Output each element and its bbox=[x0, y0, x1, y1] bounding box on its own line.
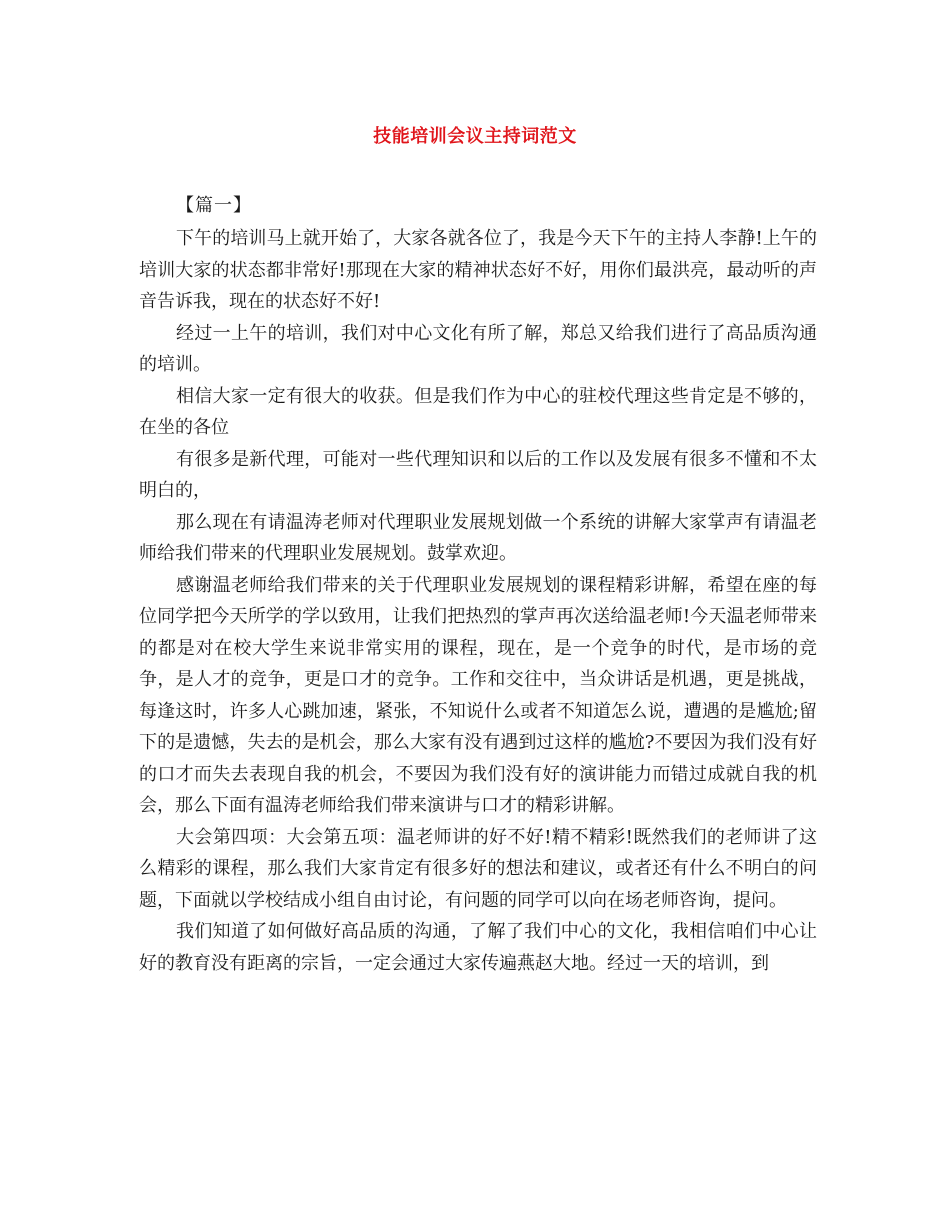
section-label: 【篇一】 bbox=[176, 195, 252, 216]
paragraph: 有很多是新代理，可能对一些代理知识和以后的工作以及发展有很多不懂和不太明白的， bbox=[139, 448, 817, 501]
document-title: 技能培训会议主持词范文 bbox=[373, 126, 577, 147]
paragraph: 下午的培训马上就开始了，大家各就各位了，我是今天下午的主持人李静!上午的培训大家的状态都非常好!那现在大家的精神状态好不好，用你们最洪亮，最动听的声音告诉我，现在的状态好不好! bbox=[139, 228, 817, 312]
paragraph: 那么现在有请温涛老师对代理职业发展规划做一个系统的讲解大家掌声有请温老师给我们带来的代理职业发展规划。鼓掌欢迎。 bbox=[139, 511, 817, 564]
paragraph: 大会第四项：大会第五项：温老师讲的好不好!精不精彩!既然我们的老师讲了这么精彩的课程，那么我们大家肯定有很多好的想法和建议，或者还有什么不明白的问题，下面就以学校结成小组自由讨论，有问题的同学可以向在场老师咨询，提问。 bbox=[139, 826, 817, 911]
paragraph: 相信大家一定有很大的收获。但是我们作为中心的驻校代理这些肯定是不够的，在坐的各位 bbox=[139, 385, 817, 438]
paragraph: 经过一上午的培训，我们对中心文化有所了解，郑总又给我们进行了高品质沟通的培训。 bbox=[139, 322, 817, 375]
document-body bbox=[139, 223, 817, 979]
paragraph: 感谢温老师给我们带来的关于代理职业发展规划的课程精彩讲解，希望在座的每位同学把今天所学的学以致用，让我们把热烈的掌声再次送给温老师!今天温老师带来的都是对在校大学生来说非常实用的课程，现在，是一个竞争的时代，是市场的竞争，是人才的竞争，更是口才的竞争。工作和交往中，当众讲话是机遇，更是挑战，每逢这时，许多人心跳加速，紧张，不知说什么或者不知道怎么说，遭遇的是尴尬;留下的是遗憾，失去的是机会，那么大家有没有遇到过这样的尴尬?不要因为我们没有好的口才而失去表现自我的机会，不要因为我们没有好的演讲能力而错过成就自我的机会，那么下面有温涛老师给我们带来演讲与口才的精彩讲解。 bbox=[139, 574, 817, 816]
paragraph: 我们知道了如何做好高品质的沟通，了解了我们中心的文化，我相信咱们中心让好的教育没有距离的宗旨，一定会通过大家传遍燕赵大地。经过一天的培训，到 bbox=[139, 921, 817, 974]
